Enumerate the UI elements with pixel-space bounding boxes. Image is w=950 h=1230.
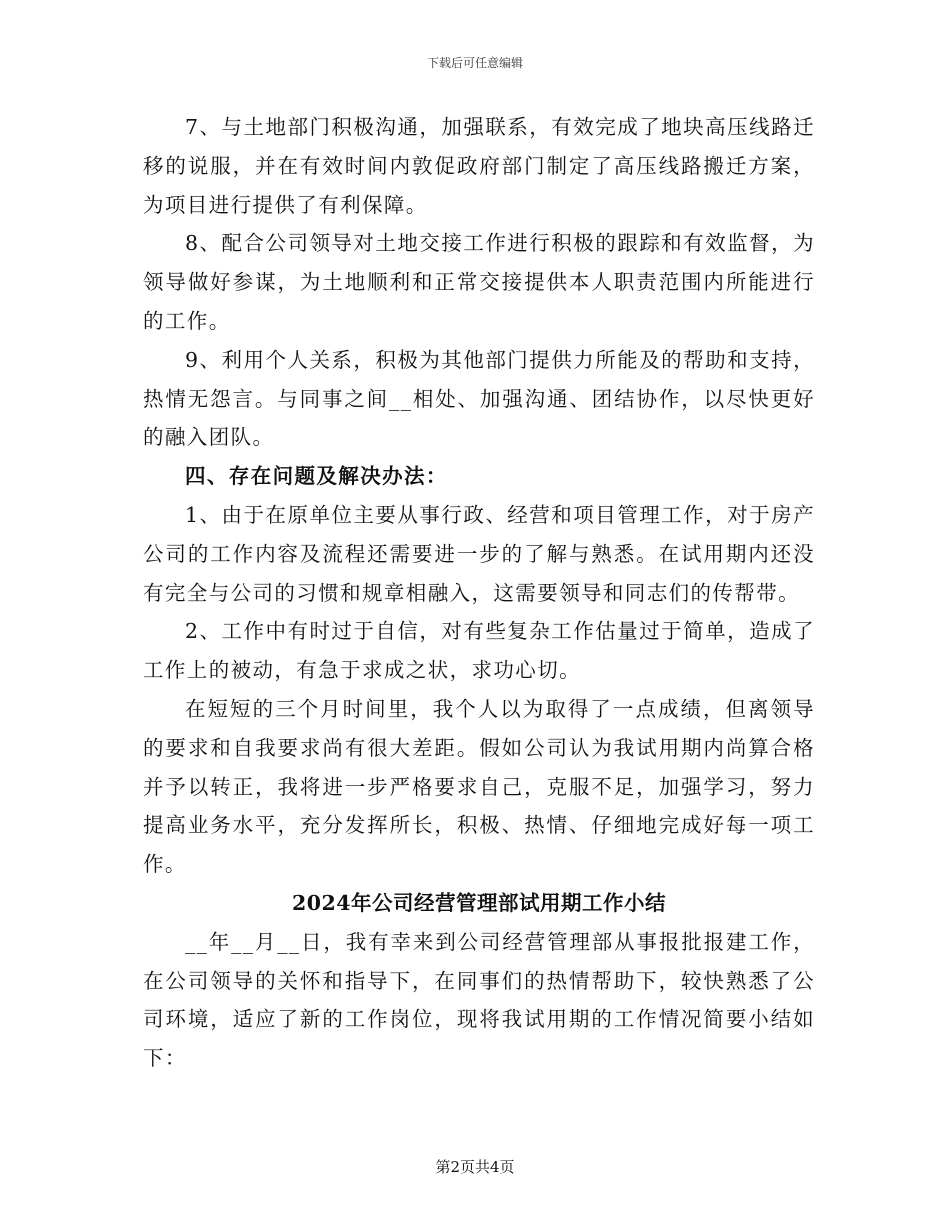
document-title: 2024年公司经营管理部试用期工作小结 — [291, 890, 667, 915]
paragraph-item-8: 8、配合公司领导对土地交接工作进行积极的跟踪和有效监督，为领导做好参谋，为土地顺利和正常交接提供本人职责范围内所能进行的工作。 — [143, 231, 815, 333]
paragraph-issue-2: 2、工作中有时过于自信，对有些复杂工作估量过于简单，造成了工作上的被动，有急于求成之状，求功心切。 — [143, 619, 815, 683]
document-body — [143, 108, 815, 1078]
paragraph-issue-1: 1、由于在原单位主要从事行政、经营和项目管理工作，对于房产公司的工作内容及流程还需要进一步的了解与熟悉。在试用期内还没有完全与公司的习惯和规章相融入，这需要领导和同志们的传帮带。 — [143, 502, 815, 605]
paragraph-closing: 在短短的三个月时间里，我个人以为取得了一点成绩，但离领导的要求和自我要求尚有很大差距。假如公司认为我试用期内尚算合格并予以转正，我将进一步严格要求自己，克服不足，加强学习，努力提高业务水平，充分发挥所长，积极、热情、仔细地完成好每一项工作。 — [143, 696, 815, 877]
page-footer: 第2页共4页 — [435, 1158, 515, 1176]
page-header: 下载后可任意编辑 — [426, 56, 523, 70]
paragraph-item-7: 7、与土地部门积极沟通，加强联系，有效完成了地块高压线路迁移的说服，并在有效时间内敦促政府部门制定了高压线路搬迁方案，为项目进行提供了有利保障。 — [143, 115, 815, 217]
section-heading-problems: 四、存在问题及解决办法： — [185, 464, 448, 489]
paragraph-intro: __年__月__日，我有幸来到公司经营管理部从事报批报建工作，在公司领导的关怀和指导下，在同事们的热情帮助下，较快熟悉了公司环境，适应了新的工作岗位，现将我试用期的工作情况简要小结如下： — [143, 929, 815, 1071]
paragraph-item-9: 9、利用个人关系，积极为其他部门提供力所能及的帮助和支持，热情无怨言。与同事之间__相处、加强沟通、团结协作，以尽快更好的融入团队。 — [143, 347, 815, 450]
